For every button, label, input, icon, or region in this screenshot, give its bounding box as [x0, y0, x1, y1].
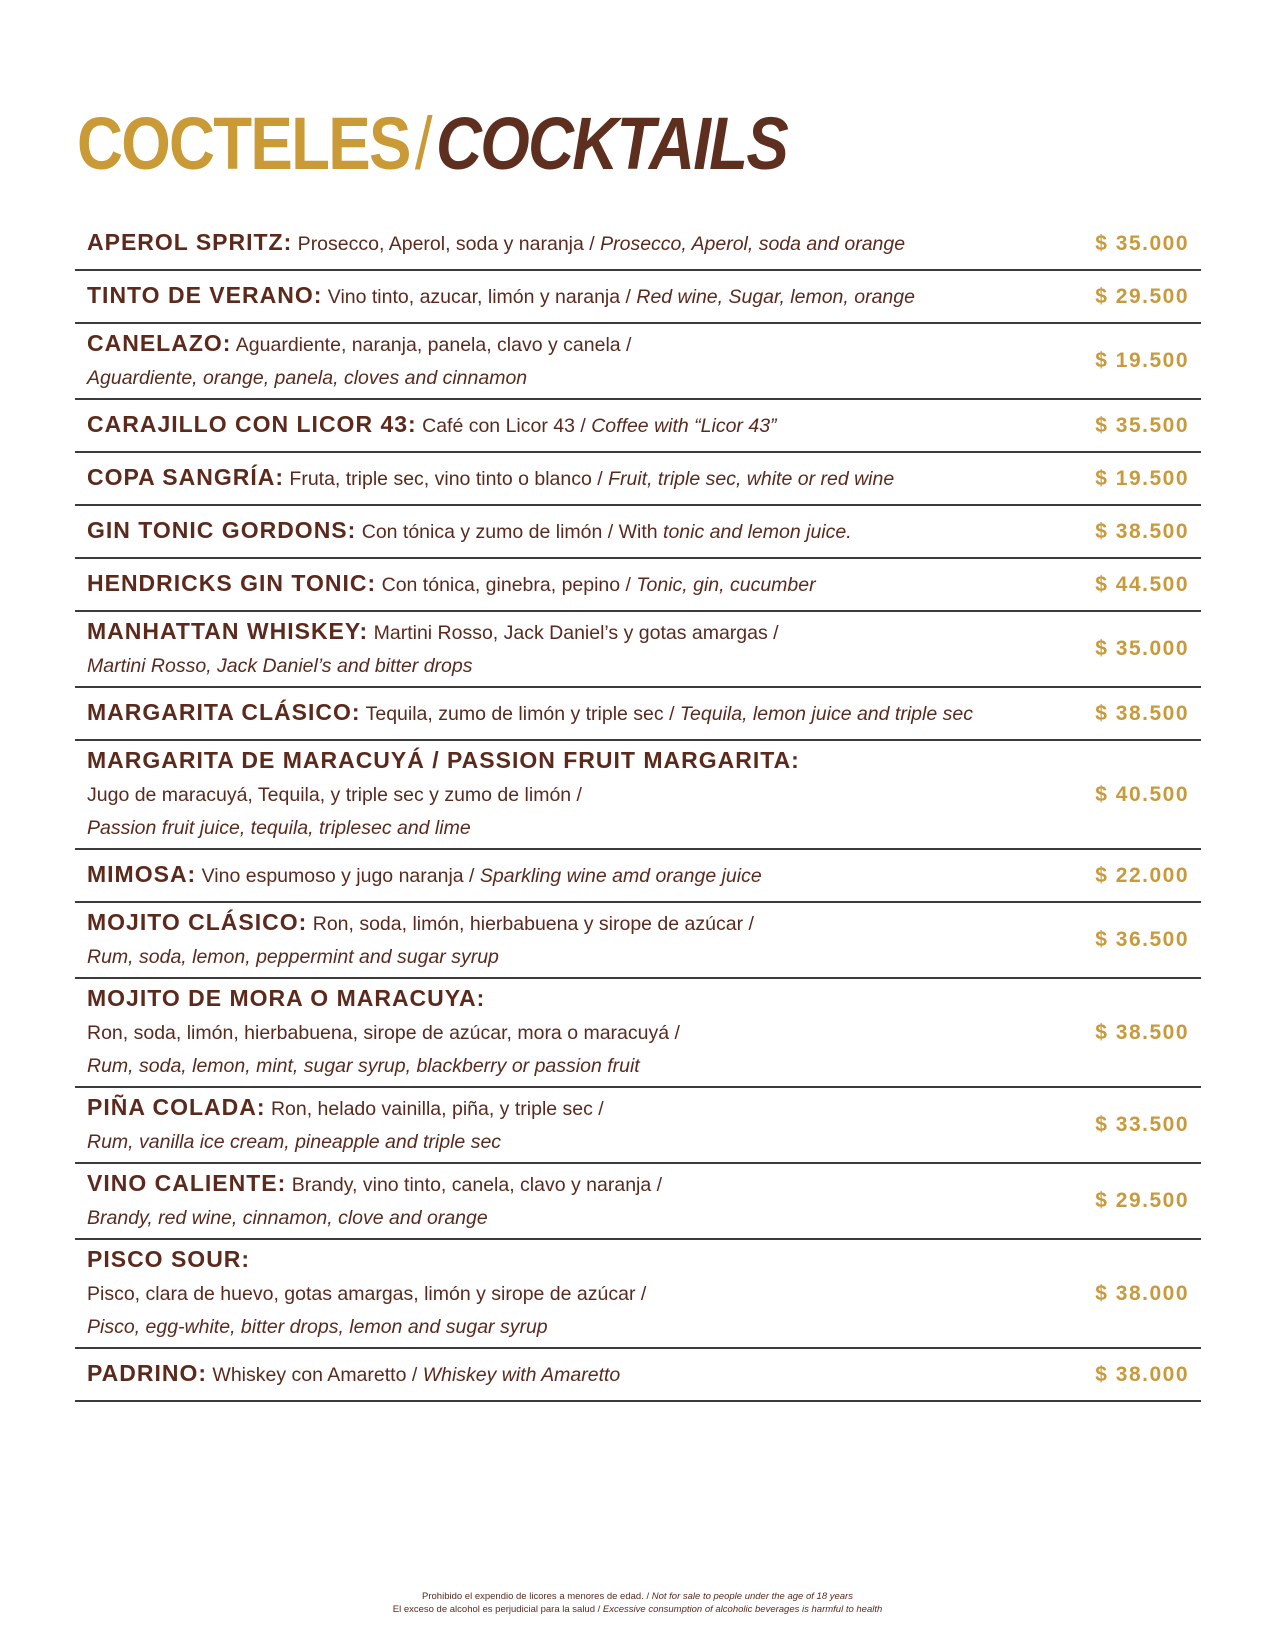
menu-item-margarita-de-maracuya — [75, 741, 1201, 850]
item-price: $ 29.500 — [1095, 284, 1189, 308]
title-spanish: COCTELES — [77, 102, 410, 185]
item-price: $ 38.000 — [1095, 1362, 1189, 1386]
item-description-en: Red wine, Sugar, lemon, orange — [636, 286, 915, 308]
menu-item-margarita-clasico — [75, 688, 1201, 741]
item-description-es: Café con Licor 43 / — [416, 415, 592, 437]
item-name: CANELAZO: — [87, 330, 232, 356]
item-name: GIN TONIC GORDONS: — [87, 517, 357, 543]
item-line — [87, 461, 1061, 496]
menu-item-carajillo-con-licor-43 — [75, 400, 1201, 453]
disclaimer-2-es: El exceso de alcohol es perjudicial para la salud / — [392, 1604, 603, 1615]
item-description-en: Pisco, egg-white, bitter drops, lemon and sugar syrup — [87, 1316, 548, 1338]
item-name: VINO CALIENTE: — [87, 1170, 287, 1196]
item-description-en: Rum, vanilla ice cream, pineapple and triple sec — [87, 1131, 502, 1153]
item-description-en: Whiskey with Amaretto — [422, 1364, 621, 1386]
item-description-es: Vino espumoso y jugo naranja / — [196, 865, 480, 887]
item-line — [87, 1050, 1061, 1083]
item-line — [87, 1278, 1061, 1311]
item-description-en: Tequila, lemon juice and triple sec — [679, 703, 973, 725]
menu-item-aperol-spritz — [75, 218, 1201, 271]
item-line — [87, 858, 1061, 893]
item-description-es: Ron, soda, limón, hierbabuena, sirope de azúcar, mora o maracuyá / — [87, 1022, 680, 1044]
item-description-en: Rum, soda, lemon, mint, sugar syrup, blackberry or passion fruit — [87, 1055, 640, 1077]
menu-item-padrino — [75, 1349, 1201, 1402]
item-name: MOJITO CLÁSICO: — [87, 909, 308, 935]
menu-item-copa-sangria — [75, 453, 1201, 506]
menu-item-pina-colada — [75, 1088, 1201, 1164]
item-name: PADRINO: — [87, 1360, 208, 1386]
item-line — [87, 906, 1061, 941]
item-line — [87, 982, 1061, 1017]
item-price: $ 38.500 — [1095, 1020, 1189, 1044]
menu-item-canelazo — [75, 324, 1201, 400]
item-line — [87, 1243, 1061, 1278]
item-price: $ 38.000 — [1095, 1281, 1189, 1305]
menu-item-mojito-de-mora-o-maracuya — [75, 979, 1201, 1088]
item-line — [87, 279, 1061, 314]
item-description-en: Passion fruit juice, tequila, triplesec and lime — [87, 817, 471, 839]
item-description-es: Pisco, clara de huevo, gotas amargas, limón y sirope de azúcar / — [87, 1283, 647, 1305]
item-price: $ 36.500 — [1095, 928, 1189, 951]
title-english: COCKTAILS — [436, 102, 788, 185]
item-line — [87, 1311, 1061, 1344]
item-description-en: Brandy, red wine, cinnamon, clove and orange — [87, 1207, 488, 1229]
item-line — [87, 779, 1061, 812]
item-line — [87, 567, 1061, 602]
disclaimer-1-es: Prohibido el expendio de licores a menores de edad. / — [422, 1591, 652, 1602]
item-description-en: tonic and lemon juice. — [663, 521, 852, 543]
item-description-es: Jugo de maracuyá, Tequila, y triple sec y zumo de limón / — [87, 784, 582, 806]
item-description-es: Brandy, vino tinto, canela, clavo y naranja / — [286, 1174, 663, 1196]
item-price: $ 35.500 — [1095, 413, 1189, 437]
item-price: $ 29.500 — [1095, 1189, 1189, 1212]
item-name: PIÑA COLADA: — [87, 1094, 266, 1120]
item-description-es: Vino tinto, azucar, limón y naranja / — [322, 286, 637, 308]
menu-item-hendricks-gin-tonic — [75, 559, 1201, 612]
item-description-en: Tonic, gin, cucumber — [636, 574, 816, 596]
menu-item-gin-tonic-gordons — [75, 506, 1201, 559]
item-price: $ 22.000 — [1095, 863, 1189, 887]
item-name: CARAJILLO CON LICOR 43: — [87, 411, 417, 437]
item-line — [87, 1017, 1061, 1050]
item-description-es: Aguardiente, naranja, panela, clavo y canela / — [231, 334, 632, 356]
item-price: $ 38.500 — [1095, 701, 1189, 725]
item-name: MARGARITA DE MARACUYÁ / PASSION FRUIT MARGARITA: — [87, 747, 800, 773]
menu-item-mojito-clasico — [75, 903, 1201, 979]
item-description-en: Prosecco, Aperol, soda and orange — [600, 233, 906, 255]
item-line — [87, 1357, 1061, 1392]
disclaimer-line-1 — [0, 1590, 1275, 1603]
menu-item-pisco-sour — [75, 1240, 1201, 1349]
item-description-es: Ron, helado vainilla, piña, y triple sec / — [265, 1098, 604, 1120]
item-name: PISCO SOUR: — [87, 1246, 251, 1272]
item-name: MARGARITA CLÁSICO: — [87, 699, 361, 725]
item-line — [87, 1167, 1061, 1202]
menu-item-manhattan-whiskey — [75, 612, 1201, 688]
item-line — [87, 744, 1061, 779]
item-description-es: Con tónica, ginebra, pepino / — [376, 574, 637, 596]
item-name: APEROL SPRITZ: — [87, 229, 293, 255]
item-description-en: Aguardiente, orange, panela, cloves and cinnamon — [87, 367, 528, 389]
legal-disclaimer — [0, 1590, 1275, 1616]
item-description-es: Con tónica y zumo de limón / With — [356, 521, 664, 543]
item-description-es: Whiskey con Amaretto / — [207, 1364, 423, 1386]
item-name: HENDRICKS GIN TONIC: — [87, 570, 377, 596]
item-description-en: Fruit, triple sec, white or red wine — [608, 468, 895, 490]
item-description-en: Coffee with “Licor 43” — [591, 415, 777, 437]
item-line — [87, 1202, 1061, 1235]
menu-item-tinto-de-verano — [75, 271, 1201, 324]
item-line — [87, 650, 1061, 683]
item-line — [87, 362, 1061, 395]
item-description-es: Martini Rosso, Jack Daniel’s y gotas amargas / — [368, 622, 779, 644]
item-price: $ 35.000 — [1095, 231, 1189, 255]
item-line — [87, 1091, 1061, 1126]
item-description-es: Tequila, zumo de limón y triple sec / — [360, 703, 680, 725]
cocktail-menu-list — [75, 218, 1201, 1402]
item-name: MIMOSA: — [87, 861, 197, 887]
page-title — [77, 104, 787, 184]
menu-item-mimosa — [75, 850, 1201, 903]
item-name: TINTO DE VERANO: — [87, 282, 323, 308]
item-price: $ 19.500 — [1095, 349, 1189, 372]
item-description-es: Fruta, triple sec, vino tinto o blanco / — [284, 468, 609, 490]
disclaimer-1-en: Not for sale to people under the age of 18 years — [651, 1591, 853, 1602]
disclaimer-2-en: Excessive consumption of alcoholic beverages is harmful to health — [602, 1604, 883, 1615]
item-price: $ 40.500 — [1095, 782, 1189, 806]
item-description-en: Rum, soda, lemon, peppermint and sugar syrup — [87, 946, 499, 968]
item-line — [87, 696, 1061, 731]
item-description-en: Sparkling wine amd orange juice — [479, 865, 762, 887]
item-line — [87, 812, 1061, 845]
item-line — [87, 941, 1061, 974]
item-line — [87, 1126, 1061, 1159]
item-line — [87, 615, 1061, 650]
item-description-en: Martini Rosso, Jack Daniel’s and bitter drops — [87, 655, 473, 677]
title-separator: / — [414, 102, 431, 185]
item-description-es: Ron, soda, limón, hierbabuena y sirope de azúcar / — [307, 913, 754, 935]
item-line — [87, 514, 1061, 549]
item-line — [87, 226, 1061, 261]
item-line — [87, 327, 1061, 362]
item-name: MOJITO DE MORA O MARACUYA: — [87, 985, 486, 1011]
menu-item-vino-caliente — [75, 1164, 1201, 1240]
disclaimer-line-2 — [0, 1603, 1275, 1616]
item-price: $ 33.500 — [1095, 1113, 1189, 1136]
item-name: MANHATTAN WHISKEY: — [87, 618, 369, 644]
item-line — [87, 408, 1061, 443]
item-name: COPA SANGRÍA: — [87, 464, 284, 490]
item-price: $ 38.500 — [1095, 519, 1189, 543]
item-description-es: Prosecco, Aperol, soda y naranja / — [292, 233, 601, 255]
item-price: $ 44.500 — [1095, 572, 1189, 596]
item-price: $ 35.000 — [1095, 637, 1189, 660]
item-price: $ 19.500 — [1095, 466, 1189, 490]
